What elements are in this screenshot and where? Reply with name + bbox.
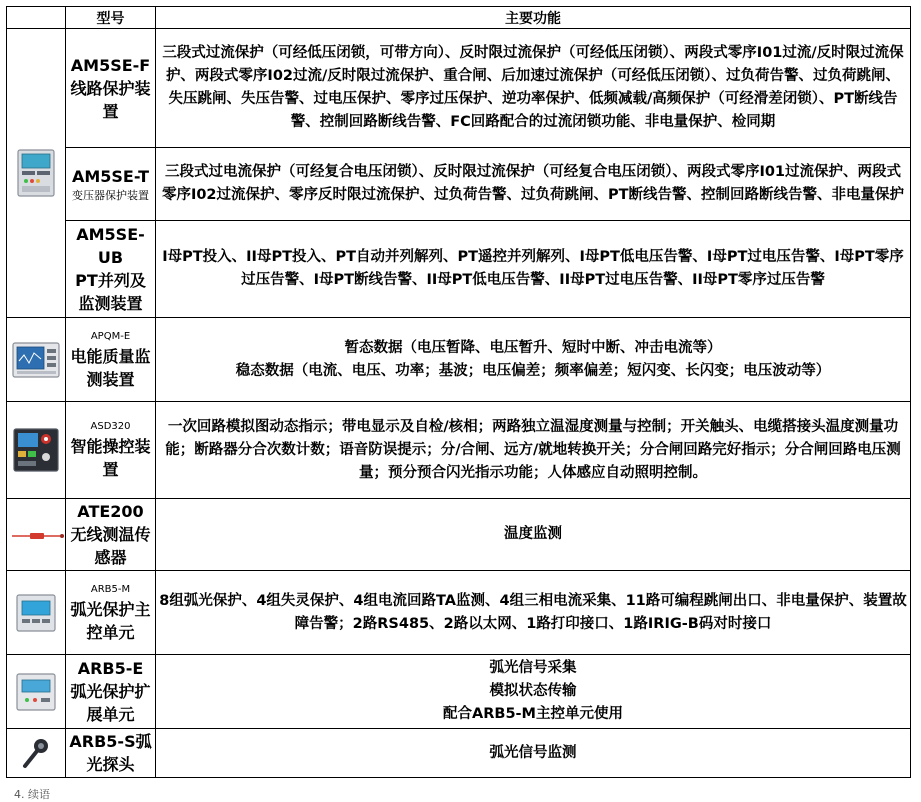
model-cell (66, 499, 156, 571)
model-subtitle: 变压器保护装置 (72, 188, 149, 202)
function-cell (156, 318, 911, 402)
table-row (7, 655, 911, 729)
model-cell (66, 729, 156, 778)
model-name: ARB5-M (90, 583, 131, 595)
model-subtitle: 线路保护装置 (70, 78, 151, 121)
function-cell: 8组弧光保护、4组失灵保护、4组电流回路TA监测、4组三相电流采集、11路可编程跳闸出口、非电量保护、装置故障告警；2路RS485、2路以太网、1路打印接口、1路IRIG-B码对时接口 (156, 571, 911, 655)
model-cell (66, 221, 156, 318)
arb5e-device-image-cell (7, 655, 66, 729)
arb5m-device-image-cell (7, 571, 66, 655)
function-cell: 弧光信号监测 (156, 729, 911, 778)
model-name: ASD320 (90, 421, 131, 432)
model-name: AM5SE-T (71, 166, 150, 186)
model-subtitle: PT并列及监测装置 (75, 271, 146, 313)
model-cell (66, 29, 156, 148)
function-cell: 一次回路模拟图动态指示；带电显示及自检/核相；两路独立温湿度测量与控制；开关触头、电缆搭接头温度测量功能；断路器分合次数计数；语音防误提示；分/合闸、远方/就地转换开关；分合闸回路完好指示；分合闸回路电压测量；预分预合闪光指示功能；人体感应自动照明控制。 (156, 402, 911, 499)
model-name: ATE200 (77, 502, 144, 521)
model-name: APQM-E (90, 330, 131, 342)
arc-probe-image (19, 736, 53, 770)
product-spec-table (6, 6, 911, 778)
model-cell (66, 148, 156, 221)
function-cell (156, 655, 911, 729)
arc-protection-extension-unit-image (15, 672, 57, 712)
table-row (7, 148, 911, 221)
model-subtitle: 弧光保护扩展单元 (70, 682, 151, 724)
function-cell: 温度监测 (156, 499, 911, 571)
wireless-temp-sensor-image (10, 528, 66, 542)
ate200-device-image-cell (7, 499, 66, 571)
function-line: 暂态数据（电压暂降、电压暂升、短时中断、冲击电流等） (344, 339, 722, 356)
function-cell: 三段式过流保护（可经低压闭锁，可带方向）、反时限过流保护（可经低压闭锁）、两段式零序I01过流/反时限过流保护、两段式零序I02过流/反时限过流保护、重合闸、后加速过流保护（可经低压闭锁）、过负荷告警、过负荷跳闸、失压跳闸、失压告警、过电压保护、零序过压保护、逆功率保护、低频减载/高频保护（可经滑差闭锁）、PT断线告警、控制回路断线告警、FC回路配合的过流闭锁功能、非电量保护、检同期 (156, 29, 911, 148)
model-cell (66, 318, 156, 402)
footnote: 4. 续语 (14, 788, 50, 801)
header-function: 主要功能 (156, 7, 911, 29)
table-row (7, 318, 911, 402)
power-quality-meter-image (11, 341, 61, 379)
table-row (7, 729, 911, 778)
model-cell (66, 571, 156, 655)
table-header-row (7, 7, 911, 29)
arb5s-device-image-cell (7, 729, 66, 778)
function-line: 模拟状态传输 (489, 683, 577, 699)
table-row (7, 221, 911, 318)
arc-protection-main-unit-image (15, 593, 57, 633)
model-subtitle: 智能操控装置 (70, 437, 151, 479)
function-cell: 三段式过电流保护（可经复合电压闭锁）、反时限过流保护（可经复合电压闭锁）、两段式零序I01过流保护、两段式零序I02过流保护、零序反时限过流保护、过负荷告警、过负荷跳闸、PT断线告警、控制回路断线告警、非电量保护 (156, 148, 911, 221)
model-subtitle: 电能质量监测装置 (70, 346, 151, 389)
model-name: AM5SE-UB (76, 225, 145, 267)
function-line: 配合ARB5-M主控单元使用 (443, 706, 623, 722)
header-image-cell (7, 7, 66, 29)
am5se-device-image-cell (7, 29, 66, 318)
model-name: ARB5-E (77, 659, 144, 678)
header-model: 型号 (66, 7, 156, 29)
function-cell: I母PT投入、II母PT投入、PT自动并列解列、PT遥控并列解列、I母PT低电压告警、I母PT过电压告警、I母PT零序过压告警、I母PT断线告警、II母PT低电压告警、II母PT过电压告警、II母PT零序过压告警 (156, 221, 911, 318)
model-name: ARB5-S弧光探头 (69, 732, 152, 774)
smart-control-device-image (12, 427, 60, 473)
protection-relay-device-image (16, 148, 56, 198)
asd320-device-image-cell (7, 402, 66, 499)
table-row (7, 402, 911, 499)
table-row (7, 499, 911, 571)
model-cell (66, 402, 156, 499)
table-row (7, 29, 911, 148)
model-name: AM5SE-F (70, 55, 151, 75)
function-line: 弧光信号采集 (489, 660, 577, 676)
model-cell (66, 655, 156, 729)
model-subtitle: 弧光保护主控单元 (70, 599, 151, 642)
apqm-device-image-cell (7, 318, 66, 402)
model-subtitle: 无线测温传感器 (70, 525, 151, 567)
function-line: 稳态数据（电流、电压、功率；基波；电压偏差；频率偏差；短闪变、长闪变；电压波动等） (235, 362, 831, 379)
table-row (7, 571, 911, 655)
